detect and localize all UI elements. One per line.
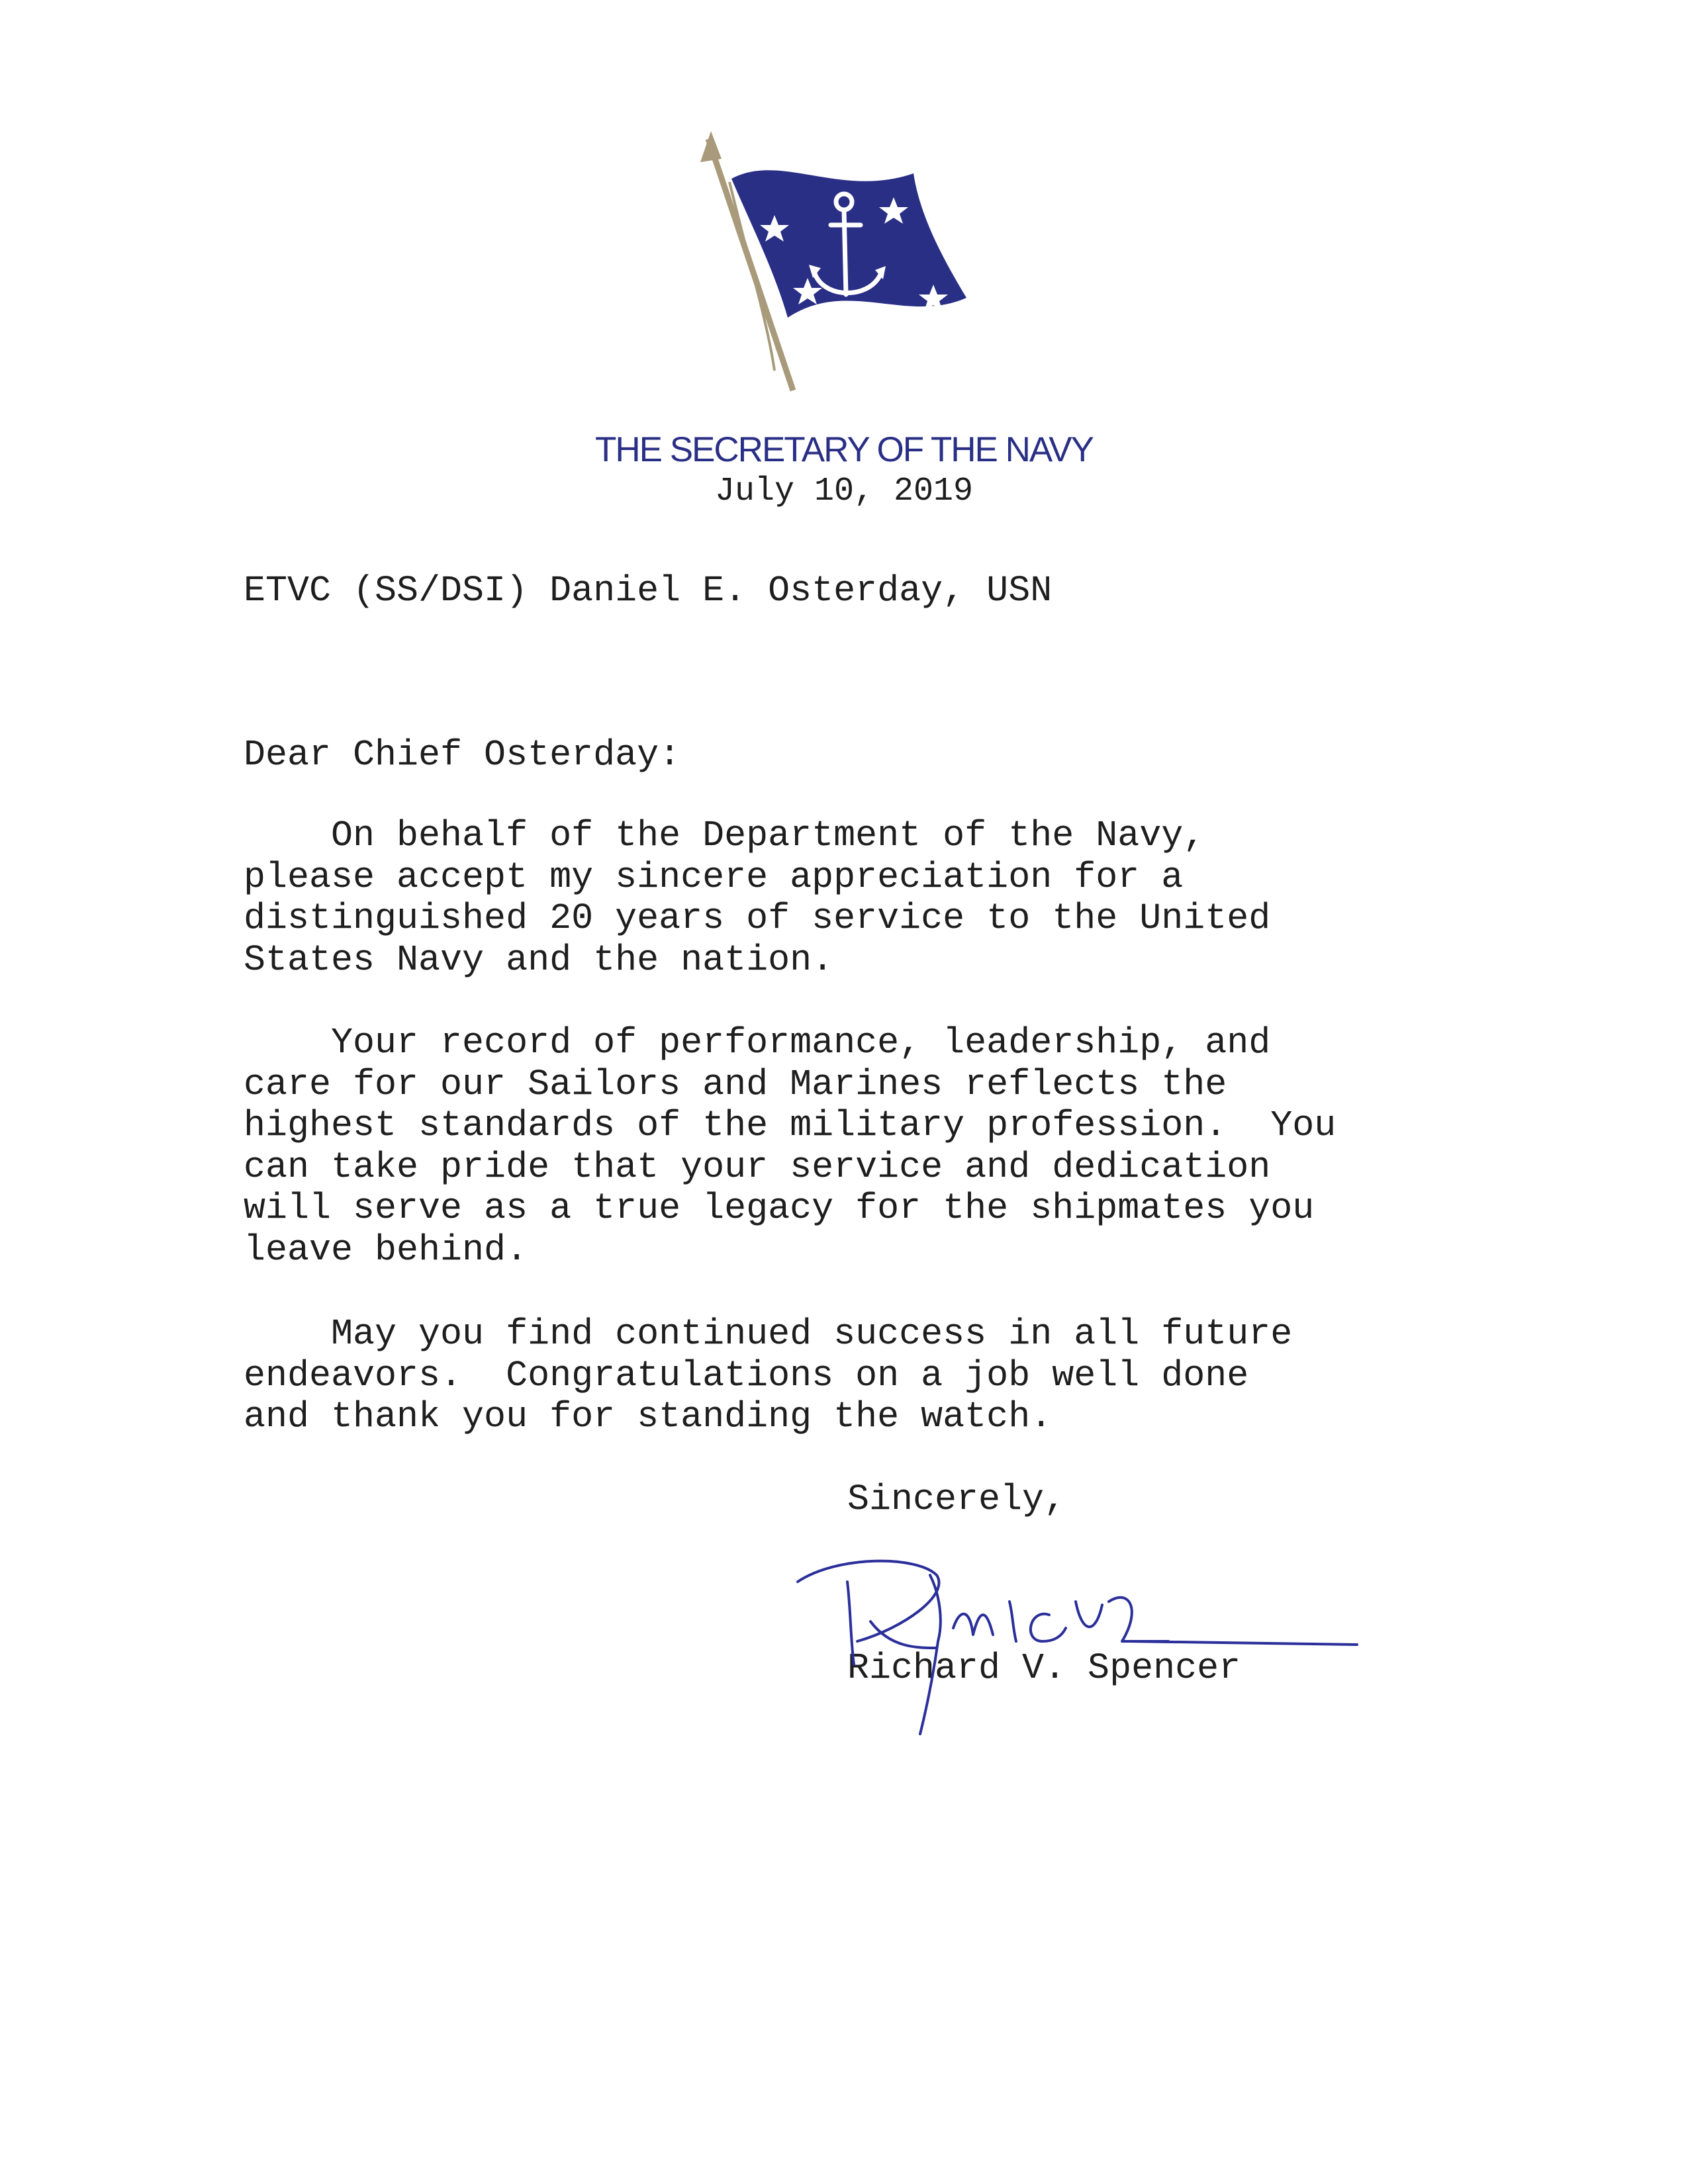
letter-date: July 10, 2019 xyxy=(714,473,974,510)
signer-name: Richard V. Spencer xyxy=(847,1647,1241,1689)
body-paragraph-2: Your record of performance, leadership, and care for our Sailors and Marines reflects the highest standards of the military profession. You can take pride that your service and dedication will serve as a true legacy for the shipmates you leave behind. xyxy=(244,1022,1336,1271)
closing: Sincerely, xyxy=(847,1479,1066,1520)
recipient-line: ETVC (SS/DSI) Daniel E. Osterday, USN xyxy=(244,570,1053,612)
body-paragraph-1: On behalf of the Department of the Navy, please accept my sincere appreciation for a distinguished 20 years of service to the United States Navy and the nation. xyxy=(244,815,1271,981)
letterhead-title: THE SECRETARY OF THE NAVY xyxy=(594,430,1094,469)
body-paragraph-3: May you find continued success in all future endeavors. Congratulations on a job well done and thank you for standing the watch. xyxy=(244,1313,1293,1437)
handwritten-signature xyxy=(784,1542,1380,1741)
navy-flag-logo xyxy=(695,126,993,404)
salutation: Dear Chief Osterday: xyxy=(244,734,681,776)
